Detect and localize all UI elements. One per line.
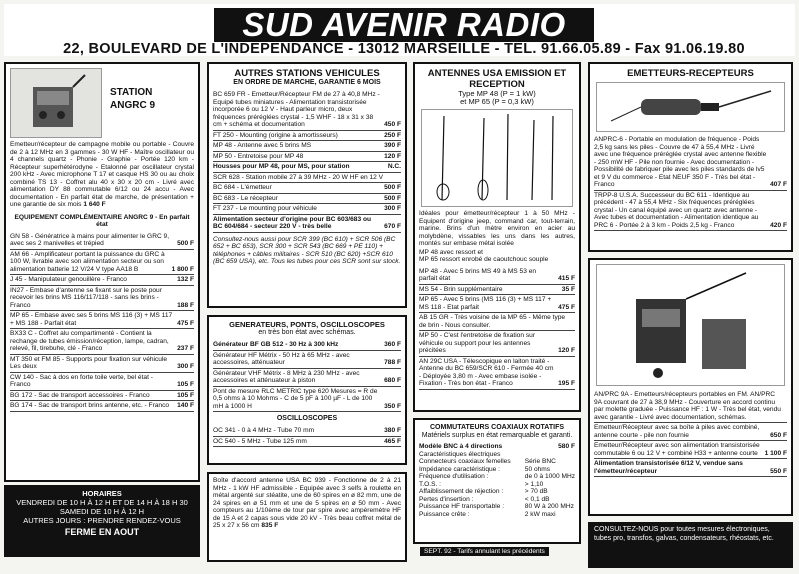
antennas-subtitle: et MP 65 (P = 0,3 kW)	[460, 97, 534, 106]
list-item: MS 54 - Brin supplémentaire 35 F	[419, 285, 575, 296]
coax-price: 580 F	[558, 443, 575, 450]
generators-subtitle: en très bon état avec schémas.	[258, 329, 356, 336]
list-item: Générateur BF GB 512 - 30 Hz à 300 kHz 360 F	[213, 340, 401, 351]
list-item: Emetteur/Récepteur avec son alimentation transistorisée commutable 6 ou 12 V + combiné H33 + antenne courte 1 100 F	[594, 441, 787, 459]
list-item: Alimentation transistorisée 6/12 V, vendue sans l'émetteur/récepteur 550 F	[594, 459, 787, 477]
vehicle-subtitle: EN ORDRE DE MARCHE, GARANTIE 6 MOIS	[233, 79, 381, 86]
list-item: IN27 - Embase d'antenne se fixant sur le poste pour recevoir les brins MS 116/117/118 - sans les brins - Franco 188 F	[10, 286, 194, 312]
station-title: STATION ANGRC 9	[110, 87, 156, 111]
hours-closed: FERME EN AOUT	[64, 527, 140, 537]
list-item: BX33 C - Coffret alu compartimenté - Contient la rechange de tubes émission/réception, lampe, cadran, relevé, fil, tirebuhe, clé - Franco 237 F	[10, 329, 194, 355]
tuner-description: Boîte d'accord antenne USA BC 939 - Fonctionne de 2 à 21 MHz - 1 kW HF admissible - Equipée avec 3 selfs à roulette en métal argenté sur stéatite, une de 60 spires en ø 82 mm, une de 24 spires en ø 51 mm et une de 5 spires en ø 50 mm - Avec compteurs au 1/10ème de tour par spire avec ampèremètre HF de 15 A et 2 capas sous vide 20 kV - Très beau coffret métal de 25 x 27 x 56 cm	[213, 477, 401, 529]
coax-title: COMMUTATEURS COAXIAUX ROTATIFS	[429, 424, 565, 431]
coax-model: Modèle BNC à 4 directions	[419, 443, 503, 450]
list-item: TRPP-8 U.S.A. Successeur du BC 611 - Identique au précédent - 47 à 55,4 MHz - Six fréquences préréglées crystal - Un canal équipé avec un quartz avec antenne - Avec tubes et documentation - Alimentation identique au PRC 6 - Portée 2 à 3 km - Poids 2,5 kg - Franco 420 F	[594, 191, 787, 232]
list-item: FT 250 - Mounting (origine à amortisseurs) 250 F	[213, 131, 401, 142]
antennas-note: MP 65 ressort enrobé de caoutchouc souple	[419, 256, 549, 263]
vehicle-note: Consultez-nous aussi pour SCR 399 (BC 610) + SCR 506 (BC 652 + BC 653), SCR 300 + SCR 543 (BC 669 + PE 110) + téléphones + câbles militaires - SCR 510 (BC 620) +SCR 610 (BC 659 USA), etc. Tous les tubes pour ces SCR sont sur stock.	[213, 235, 401, 265]
prc9-list	[594, 390, 787, 477]
footer-note: SEPT. 92 - Tarifs annulant les précédents	[420, 547, 549, 556]
antennas-title: ANTENNES USA EMISSION ET RECEPTION	[427, 68, 567, 90]
antennas-note: MP 48 avec ressort et	[419, 248, 484, 256]
antennas-description: Idéales pour émetteur/récepteur 1 à 50 MHz - Equipent d'origine jeep, command car, tout-terrain, marine. Brins d'un mètre environ en acier au molybdène, vissables les uns dans les autres, montés sur embase métal isolée	[419, 210, 575, 247]
equipment-list	[10, 232, 194, 412]
list-item: MP 50 - Entretoise pour MP 48 120 F	[213, 152, 401, 163]
list-item: FT 237 - Le mounting pour véhicule 300 F	[213, 204, 401, 215]
list-item: OC 341 - 0 à 4 MHz - Tube 70 mm 380 F	[213, 426, 401, 437]
list-item: BC 683 - Le récepteur 500 F	[213, 194, 401, 205]
list-item: AN/PRC 9A - Emetteurs/récepteurs portables en FM. AN/PRC 9A couvrant de 27 à 38,9 MHz - Couverture en accord continu par molette graduée - Puissance HF : 1 W - Très bel état, vendu avec garantie - Livré avec documentation, schémas.	[594, 390, 787, 423]
oscilloscopes-list	[213, 426, 401, 447]
antenna-rods-icon	[422, 112, 572, 204]
list-item: BC 684 - L'émetteur 500 F	[213, 183, 401, 194]
list-item: BC 659 FR - Emetteur/Récepteur FM de 27 à 40,8 MHz - Equipé tubes miniatures - Alimentation transistorisée incorporée 6 ou 12 V - Haut parleur micro, deux fréquences préréglées crystal - 1,5 WHF - 18 x 31 x 38 cm + schéma et documentation 450 F	[213, 90, 401, 131]
tuner-price: 835 F	[261, 522, 279, 529]
antennas-list	[419, 267, 575, 390]
list-item: GN 58 - Génératrice à mains pour alimenter le GRC 9, avec ses 2 manivelles et trépied 500 F	[10, 232, 194, 250]
opening-hours	[4, 485, 200, 557]
list-item: SCR 628 - Station mobile 27 à 39 MHz - 20 W HF en 12 V	[213, 173, 401, 184]
shop-address: 22, BOULEVARD DE L'INDÉPENDANCE - 13012 MARSEILLE - TÉL. 91.66.05.89 - Fax 91.06.19.80	[63, 41, 745, 57]
list-item: Alimentation secteur d'origine pour BC 603/683 ou BC 604/684 - secteur 220 V - très belle 670 F	[213, 215, 401, 233]
oscilloscopes-title: OSCILLOSCOPES	[276, 415, 338, 422]
antennas-subtitle: Type MP 48 (P = 1 kW)	[458, 89, 536, 98]
hours-line: SAMEDI DE 10 H À 12 H	[59, 507, 145, 516]
list-item: Générateur HF Métrix - 50 Hz à 65 MHz - avec accessoires, atténuateur 788 F	[213, 351, 401, 369]
list-item: J 45 - Manipulateur genouillère - Franco 132 F	[10, 275, 194, 286]
coax-model-row	[419, 443, 575, 451]
handheld-radio-icon	[601, 85, 781, 129]
list-item: MP 50 - C'est l'entretoise de fixation sur véhicule ou support pour les antennes précitées 120 F	[419, 331, 575, 357]
equipment-title: EQUIPEMENT COMPLÉMENTAIRE ANGRC 9 - En parfait état	[14, 213, 190, 228]
station-description: Emetteur/récepteur de campagne mobile ou portable - Couvre de 2 à 12 MHz en 3 gammes - 30 W HF - Maître oscillateur ou 4 channels quartz - Phonie - Graphie - Portée 120 km - Récepteur superhétérodyne - Etalonné par oscillateur crystal 200 kHz - Avec microphone T 17 et casque HS 30 ou au choix combiné TS 13 - Coffret alu 40 x 30 x 20 cm - Livré avec alimentation DY 88 commutable 6/12 ou 24 accu - Avec documentation - En parfait état de marche, de présentation + une garantie de six mois	[10, 141, 194, 208]
list-item: OC 540 - 5 MHz - Tube 125 mm 465 F	[213, 437, 401, 448]
list-item: BG 172 - Sac de transport accessoires - Franco 105 F	[10, 391, 194, 402]
column-transceivers-top	[588, 62, 793, 252]
generators-title: GENERATEURS, PONTS, OSCILLOSCOPES	[229, 320, 385, 329]
prc9-photo	[596, 264, 785, 386]
generators-list	[213, 340, 401, 412]
transceivers-list	[594, 135, 787, 231]
list-item: MT 350 et FM 85 - Supports pour fixation sur véhicule Les deux 300 F	[10, 355, 194, 373]
radio-pack-icon	[21, 73, 91, 133]
coax-specs: Connecteurs coaxiaux femelles Série BNC Impédance caractéristique : 50 ohms Fréquence d'utilisation : de 0 à 1000 MHz T.O.S. : > 1,10 Affaiblissement de réjection : > 70 dB Pertes d'insertion : < 0,1 dB Puissance HF transportable : 80 W à 200 MHz Puissance crête : 2 kW maxi	[419, 458, 575, 518]
transceiver-photo	[596, 82, 785, 132]
coax-specs-title: Caractéristiques électriques	[419, 450, 501, 458]
antennas-photo	[421, 109, 573, 207]
hours-line: VENDREDI DE 10 H À 12 H ET DE 14 H À 18 H 30	[16, 498, 188, 507]
header-banner	[4, 4, 795, 56]
list-item: Pont de mesure RLC METRIC type 620 Mesures = R de 0,5 ohms à 10 Mohms - C de 5 pF à 100 µF - L de 100 mH à 1000 H 350 F	[213, 387, 401, 413]
column-coax-switches	[413, 418, 581, 544]
list-item: Générateur VHF Métrix - 8 MHz à 230 MHz - avec accessoires et atténuateur à piston 680 F	[213, 369, 401, 387]
list-item: Emetteur/Récepteur avec sa boîte à piles avec combiné, antenne courte - pile non fournie 650 F	[594, 423, 787, 441]
list-item: Housses pour MP 48, pour MS, pour station N.C.	[213, 162, 401, 173]
list-item: MP 48 - Antenne avec 5 brins MS 390 F	[213, 141, 401, 152]
list-item: MP 65 - Embase avec ses 5 brins MS 116 (3) + MS 117 + MS 188 - Parfait état 475 F	[10, 311, 194, 329]
backpack-radio-icon	[606, 269, 776, 381]
station-photo	[10, 68, 102, 138]
vehicle-list	[213, 90, 401, 233]
column-transceivers-bottom	[588, 258, 793, 516]
list-item: AN 29C USA - Télescopique en laiton traité - Antenne du BC 659/SCR 610 - Fermée 40 cm - Déployée 3,80 m - Avec embase isolée - Fixation - Très bon état - Franco 195 F	[419, 357, 575, 390]
list-item: AB 15 GR - Très voisine de la MP 65 - Même type de brin - Nous consulter.	[419, 313, 575, 331]
column-vehicle-stations	[207, 62, 407, 308]
list-item: MP 48 - Avec 5 brins MS 49 à MS 53 en parfait état 415 F	[419, 267, 575, 285]
column-antennas	[413, 62, 581, 412]
consult-box: CONSULTEZ-NOUS pour toutes mesures électroniques, tubes pro, transfos, galvas, condensateurs, rhéostats, etc.	[588, 522, 793, 568]
column-generators	[207, 315, 407, 465]
list-item: BG 174 - Sac de transport brins antenne, etc. - Franco 140 F	[10, 401, 194, 412]
transceivers-title: EMETTEURS-RECEPTEURS	[627, 68, 754, 79]
column-angrc9	[4, 62, 200, 482]
station-price: 1 640 F	[83, 201, 106, 208]
shop-title: SUD AVENIR RADIO	[214, 8, 594, 42]
hours-title: HORAIRES	[82, 489, 122, 498]
vehicle-title: AUTRES STATIONS VEHICULES	[234, 68, 380, 79]
list-item: ANPRC-6 - Portable en modulation de fréquence - Poids 2,5 kg sans les piles - Couvre de 47 à 55,4 MHz - Livré avec une fréquence préréglée crystal avec antenne flexible - 250 mW HF - Pile non fournie - Avec documentation - Possibilité de fabriquer pile avec les piles standards de lv5 et 9 V du commerce - Etat NEUF 350 F - Très bel état - Franco 407 F	[594, 135, 787, 191]
coax-subtitle: Matériels surplus en état remarquable et garanti.	[421, 432, 573, 439]
list-item: MP 65 - Avec 5 brins (MS 116 (3) + MS 117 + MS 118 - Etat parfait 475 F	[419, 295, 575, 313]
column-antenna-tuner	[207, 472, 407, 562]
list-item: AM 66 - Amplificateur portant la puissance du GRC à 100 W, livrable avec son alimentation secteur ou son alimentation batterie 12 V/24 V type AA18 B 1 800 F	[10, 250, 194, 276]
list-item: CW 140 - Sac à dos en forte toile verte, bel état - Franco 105 F	[10, 373, 194, 391]
hours-line: AUTRES JOURS : PRENDRE RENDEZ-VOUS	[23, 516, 181, 525]
